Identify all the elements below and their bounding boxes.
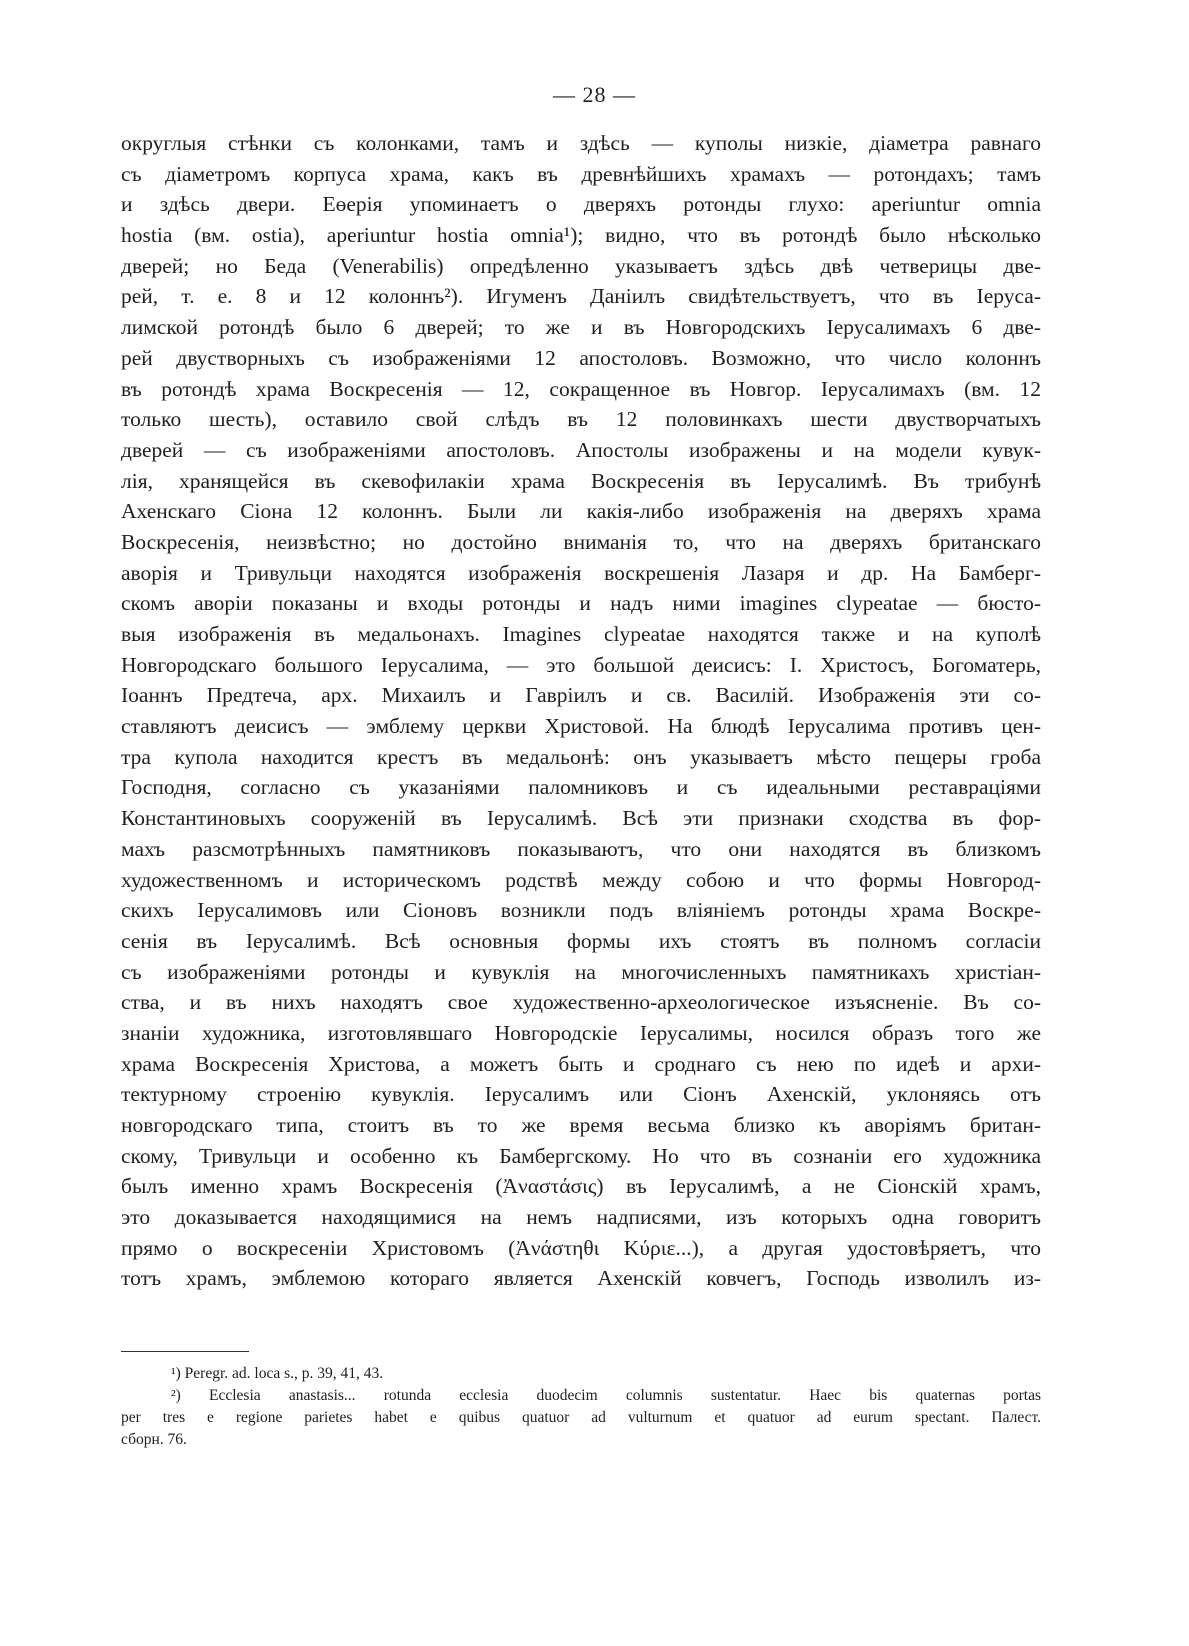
- footnote-2: ²) Ecclesia anastasis... rotunda ecclesia duodecim columnis sustentatur. Haec bis quaternas portas: [171, 1387, 1041, 1404]
- text-line: съ діаметромъ корпуса храма, какъ въ древнѣйшихъ храмахъ — ротондахъ; тамъ: [121, 161, 1041, 186]
- text-line: и здѣсь двери. Еөерія упоминаетъ о дверяхъ ротонды глухо: aperiuntur omnia: [121, 192, 1041, 217]
- text-line: Іоаннъ Предтеча, арх. Михаилъ и Гавріилъ и св. Василій. Изображенія эти со-: [121, 683, 1041, 708]
- text-line: Воскресенія, неизвѣстно; но достойно вниманія то, что на дверяхъ британскаго: [121, 529, 1041, 554]
- text-line: лимской ротондѣ было 6 дверей; то же и въ Новгородскихъ Іерусалимахъ 6 две-: [121, 315, 1041, 340]
- text-line: знаніи художника, изготовлявшаго Новгородскіе Іерусалимы, носился образъ того же: [121, 1020, 1041, 1045]
- footnote-2-end: сборн. 76.: [121, 1431, 187, 1448]
- text-line: только шесть), оставило свой слѣдъ въ 12 половинкахъ шести двустворчатыхъ: [121, 407, 1041, 432]
- text-line: скому, Тривульци и особенно къ Бамбергскому. Но что въ сознаніи его художника: [121, 1143, 1041, 1168]
- text-line: махъ разсмотрѣнныхъ памятниковъ показываютъ, что они находятся въ близкомъ: [121, 836, 1041, 861]
- text-line: тектурному строенію кувуклія. Іерусалимъ или Сіонъ Ахенскій, уклоняясь отъ: [121, 1082, 1041, 1107]
- text-line: былъ именно храмъ Воскресенія (Ἀναστάσις) въ Іерусалимѣ, а не Сіонскій храмъ,: [121, 1174, 1041, 1199]
- text-line: округлыя стѣнки съ колонками, тамъ и здѣсь — куполы низкіе, діаметра равнаго: [121, 131, 1041, 155]
- text-line: новгородскаго типа, стоитъ въ то же время весьма близко къ аворіямъ британ-: [121, 1113, 1041, 1137]
- footnotes: [121, 1363, 1041, 1451]
- text-line: скихъ Іерусалимовъ или Сіоновъ возникли подъ вліяніемъ ротонды храма Воскре-: [121, 898, 1041, 923]
- text-line: Новгородскаго большого Іерусалима, — это большой деисисъ: І. Христосъ, Богоматерь,: [121, 652, 1041, 677]
- text-line: рей, т. е. 8 и 12 колоннъ²). Игуменъ Даніилъ свидѣтельствуетъ, что въ Іеруса-: [121, 284, 1041, 309]
- text-line: hostia (вм. ostia), aperiuntur hostia omnia¹); видно, что въ ротондѣ было нѣсколько: [121, 223, 1041, 248]
- text-line: дверей — съ изображеніями апостоловъ. Апостолы изображены и на модели кувук-: [121, 437, 1041, 462]
- text-line: это доказывается находящимися на немъ надписями, изъ которыхъ одна говоритъ: [121, 1205, 1041, 1230]
- footnote-2-continued: per tres e regione parietes habet e quibus quatuor ad vulturnum et quatuor ad eurum spectant. Палест.: [121, 1409, 1041, 1426]
- text-line: Константиновыхъ сооруженій въ Іерусалимѣ. Всѣ эти признаки сходства въ фор-: [121, 806, 1041, 831]
- body-text: [121, 128, 1041, 1294]
- text-line: лія, хранящейся въ скевофилакіи храма Воскресенія въ Іерусалимѣ. Въ трибунѣ: [121, 468, 1041, 493]
- page-number: — 28 —: [553, 82, 636, 107]
- footnote-1: ¹) Peregr. ad. loca s., p. 39, 41, 43.: [171, 1365, 384, 1382]
- text-line: художественномъ и историческомъ родствѣ между собою и что формы Новгород-: [121, 867, 1041, 892]
- text-line: съ изображеніями ротонды и кувуклія на многочисленныхъ памятникахъ христіан-: [121, 959, 1041, 984]
- text-line: Господня, согласно съ указаніями паломниковъ и съ идеальными реставраціями: [121, 775, 1041, 800]
- text-line: ставляютъ деисисъ — эмблему церкви Христовой. На блюдѣ Іерусалима противъ цен-: [121, 714, 1041, 739]
- text-line: ства, и въ нихъ находятъ свое художественно-археологическое изъясненіе. Въ со-: [121, 990, 1041, 1015]
- text-line: Ахенскаго Сіона 12 колоннъ. Были ли какія-либо изображенія на дверяхъ храма: [121, 499, 1041, 524]
- text-line: дверей; но Беда (Venerabilis) опредѣленно указываетъ здѣсь двѣ четверицы две-: [121, 253, 1041, 278]
- text-line: рей двустворныхъ съ изображеніями 12 апостоловъ. Возможно, что число колоннъ: [121, 345, 1041, 370]
- text-line: прямо о воскресеніи Христовомъ (Ἀνάστηθι Κύριε...), а другая удостовѣряетъ, что: [121, 1235, 1041, 1260]
- text-line: въ ротондѣ храма Воскресенія — 12, сокращенное въ Новгор. Іерусалимахъ (вм. 12: [121, 376, 1041, 401]
- text-line: выя изображенія въ медальонахъ. Imagines clypeatae находятся также и на куполѣ: [121, 622, 1041, 646]
- text-line: сенія въ Іерусалимѣ. Всѣ основныя формы ихъ стоятъ въ полномъ согласіи: [121, 928, 1041, 953]
- text-line: аворія и Тривульци находятся изображенія воскрешенія Лазаря и др. На Бамберг-: [121, 560, 1041, 585]
- text-line: тра купола находится крестъ въ медальонѣ: онъ указываетъ мѣсто пещеры гроба: [121, 744, 1041, 769]
- text-line: храма Воскресенія Христова, а можетъ быть и сроднаго съ нею по идеѣ и архи-: [121, 1051, 1041, 1076]
- text-line: тотъ храмъ, эмблемою котораго является Ахенскій ковчегъ, Господь изволилъ из-: [121, 1266, 1041, 1291]
- text-line: скомъ аворіи показаны и входы ротонды и надъ ними imagines clypeatae — бюсто-: [121, 591, 1041, 616]
- footnote-divider: [121, 1351, 249, 1352]
